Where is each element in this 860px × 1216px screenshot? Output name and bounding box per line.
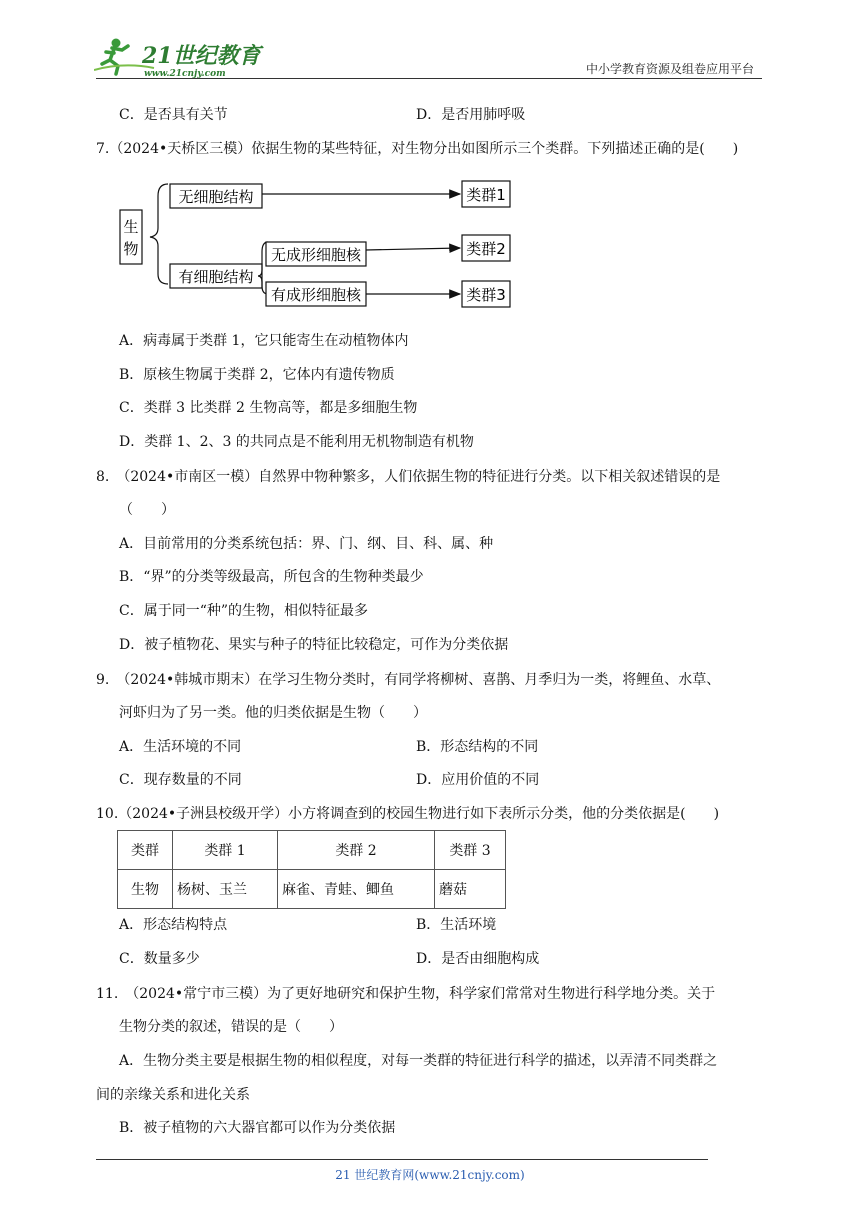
table-header-cell: 类群 3 xyxy=(435,831,506,870)
classification-table xyxy=(117,830,506,909)
q9-stem-line1: 9. （2024•韩城市期末）在学习生物分类时，有同学将柳树、喜鹊、月季归为一类，将鲤鱼、水草、 xyxy=(96,672,721,688)
q7-option-a: A．病毒属于类群 1，它只能寄生在动植物体内 xyxy=(119,333,409,349)
q8-option-b: B．“界”的分类等级最高，所包含的生物种类最少 xyxy=(119,569,424,585)
table-header-cell: 类群 1 xyxy=(173,831,278,870)
arrow-to-group2 xyxy=(366,248,460,250)
q10-option-b: B．生活环境 xyxy=(416,917,497,933)
table-cell: 杨树、玉兰 xyxy=(173,870,278,909)
table-cell: 麻雀、青蛙、鲫鱼 xyxy=(278,870,435,909)
q8-stem-line2: （ ） xyxy=(119,502,175,518)
table-header-cell: 类群 2 xyxy=(278,831,435,870)
classification-diagram xyxy=(110,172,530,312)
q7-option-b: B．原核生物属于类群 2，它体内有遗传物质 xyxy=(119,367,395,383)
logo-text: 21世纪教育 xyxy=(142,43,261,69)
footer-link[interactable]: 21 世纪教育网(www.21cnjy.com) xyxy=(335,1168,525,1182)
site-logo xyxy=(94,36,274,80)
q8-stem-line1: 8. （2024•市南区一模）自然界中物种繁多，人们依据生物的特征进行分类。以下相关叙述错误的是 xyxy=(96,469,721,485)
q9-option-c: C．现存数量的不同 xyxy=(119,772,242,788)
q9-option-a: A．生活环境的不同 xyxy=(119,739,242,755)
footer-divider xyxy=(96,1159,708,1160)
platform-name: 中小学教育资源及组卷应用平台 xyxy=(585,62,754,76)
group1-label: 类群1 xyxy=(466,186,506,204)
table-row xyxy=(118,870,506,909)
q10-option-d: D．是否由细胞构成 xyxy=(416,951,540,967)
has-cell-label: 有细胞结构 xyxy=(178,268,254,286)
q9-option-d: D．应用价值的不同 xyxy=(416,772,540,788)
table-header-row xyxy=(118,831,506,870)
q7-option-c: C．类群 3 比类群 2 生物高等，都是多细胞生物 xyxy=(119,400,418,416)
no-nucleus-label: 无成形细胞核 xyxy=(270,246,362,264)
group3-label: 类群3 xyxy=(466,286,506,304)
table-cell: 蘑菇 xyxy=(435,870,506,909)
q7-stem: 7.（2024•天桥区三模）依据生物的某些特征，对生物分出如图所示三个类群。下列描述正确的是( ) xyxy=(96,141,739,157)
q10-option-c: C．数量多少 xyxy=(119,951,200,967)
root-label-2: 物 xyxy=(123,240,139,258)
no-cell-label: 无细胞结构 xyxy=(178,188,254,206)
q8-option-a: A．目前常用的分类系统包括：界、门、纲、目、科、属、种 xyxy=(119,536,494,552)
q11-stem-line2: 生物分类的叙述，错误的是（ ） xyxy=(119,1019,343,1035)
q9-stem-line2: 河虾归为了另一类。他的归类依据是生物（ ） xyxy=(119,705,427,721)
q8-option-c: C．属于同一“种”的生物，相似特征最多 xyxy=(119,603,369,619)
q11-option-b: B．被子植物的六大器官都可以作为分类依据 xyxy=(119,1120,396,1136)
root-label-1: 生 xyxy=(123,218,139,236)
q11-stem-line1: 11. （2024•常宁市三模）为了更好地研究和保护生物，科学家们常常对生物进行科学地分类。关于 xyxy=(96,986,716,1002)
q6-option-d: D．是否用肺呼吸 xyxy=(416,107,526,123)
table-cell: 生物 xyxy=(118,870,173,909)
q8-option-d: D．被子植物花、果实与种子的特征比较稳定，可作为分类依据 xyxy=(119,637,509,653)
q11-option-a-line2: 间的亲缘关系和进化关系 xyxy=(96,1087,250,1103)
q10-option-a: A．形态结构特点 xyxy=(119,917,228,933)
q10-stem: 10.（2024•子洲县校级开学）小方将调查到的校园生物进行如下表所示分类，他的分类依据是( ) xyxy=(96,806,720,822)
root-brace xyxy=(150,184,168,284)
q7-option-d: D．类群 1、2、3 的共同点是不能利用无机物制造有机物 xyxy=(119,434,474,450)
q11-option-a-line1: A．生物分类主要是根据生物的相似程度，对每一类群的特征进行科学的描述，以弄清不同类群之 xyxy=(119,1053,718,1069)
table-header-cell: 类群 xyxy=(118,831,173,870)
has-nucleus-label: 有成形细胞核 xyxy=(270,286,362,304)
group2-label: 类群2 xyxy=(466,240,506,258)
q6-option-c: C．是否具有关节 xyxy=(119,107,228,123)
logo-url: www.21cnjy.com xyxy=(144,69,226,79)
header-divider xyxy=(96,78,762,79)
q9-option-b: B．形态结构的不同 xyxy=(416,739,539,755)
